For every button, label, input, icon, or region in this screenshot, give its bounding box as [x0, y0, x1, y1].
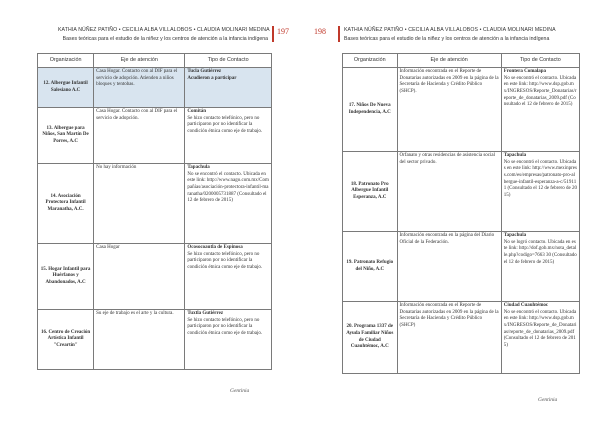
eje-atencion: Información encontrada en la página del Diario Oficial de la Federación.: [397, 232, 501, 302]
left-page-header: [58, 27, 268, 42]
organizations-table-left: [37, 53, 272, 370]
page-number: 198: [314, 27, 326, 36]
contact-note: Se hizo contacto telefónico, pero no participaron por no identificar la condición étnica como eje de trabajo.: [187, 115, 263, 134]
tipo-contacto: [501, 68, 579, 152]
table-row: [38, 164, 272, 244]
page-number: 197: [277, 27, 289, 36]
contact-note: No se encontró el contacto. Ubicada en este link: http://www.nago.com.mx/Compañías/asociación-protectora-infantil-maranatha/0200005731887 (Consultado el 12 de febrero de 2015): [187, 171, 269, 204]
location: Ciudad Cuauhtémoc: [503, 303, 549, 308]
location: Tucla Gutiérrez: [187, 69, 222, 74]
org-name: 19. Patronato Refugio del Niño, A.C: [343, 232, 398, 302]
eje-atencion: No hay información: [94, 164, 185, 244]
org-name: 18. Patronato Pro Albergue Infantil Esperanza, A.C: [343, 152, 398, 232]
right-page: [300, 0, 600, 440]
header-authors: KATHIA NÚÑEZ PATIÑO • CECILIA ALBA VILLALOBOS • CLAUDIA MOLINARI MEDINA: [344, 27, 556, 33]
header-accent-bar: [338, 26, 340, 42]
table-row: [38, 108, 272, 164]
table-row: [38, 244, 272, 310]
column-header: Eje de atención: [397, 54, 501, 68]
location: Comitán: [187, 109, 207, 114]
org-name: 13. Albergue para Niños, San Martín De Porres, A.C: [38, 108, 94, 164]
eje-atencion: Orfanato y otras residencias de asistencia social del sector privado.: [397, 152, 501, 232]
location: Tuxtla Gutiérrez: [187, 311, 224, 316]
tipo-contacto: [185, 68, 272, 108]
column-header: Tipo de Contacto: [501, 54, 579, 68]
column-header: Organización: [343, 54, 398, 68]
table-header-row: [343, 54, 580, 68]
eje-atencion: Casa Hogar: [94, 244, 185, 310]
location: Ocosocoautla de Espinosa: [187, 245, 243, 250]
eje-atencion: Casa Hogar. Contacto con al DIF para el servicio de adopción.: [94, 108, 185, 164]
tipo-contacto: [501, 232, 579, 302]
tipo-contacto: [185, 108, 272, 164]
contact-note: No se encontró el contacto. Ubicada en este link: http://www.dsp.gob.mx/INGRESOS/Reporte_Donatarias/reporte_de_donatarias_2009.pdf (Consultado el 12 de febrero de 2015): [503, 75, 577, 108]
eje-atencion: Información encontrada en el Reporte de Donatarias autorizadas en 2009 en la página de la Secretaría de Hacienda y Crédito Público (SHCP): [397, 302, 501, 374]
org-name: 20. Programa 1337 de Ayuda Familiar Niños de Ciudad Cuauhtémoc, A.C: [343, 302, 398, 374]
tipo-contacto: [185, 244, 272, 310]
org-name: 17. Niños De Nueva Independencia, A.C: [343, 68, 398, 152]
org-name: 15. Hogar Infantil para Huérfanos y Abandonados, A.C: [38, 244, 94, 310]
contact-note: Acudieron a participar: [187, 75, 237, 81]
location: Tapachula: [187, 165, 210, 170]
tipo-contacto: [185, 310, 272, 370]
tipo-contacto: [501, 152, 579, 232]
header-authors: KATHIA NÚÑEZ PATIÑO • CECILIA ALBA VILLALOBOS • CLAUDIA MOLINARI MEDINA: [58, 27, 270, 33]
table-row: [343, 68, 580, 152]
eje-atencion: Casa Hogar. Contacto con al DIF para el servicio de adopción. Atienden a niños bloques y tentobas.: [94, 68, 185, 108]
table-row: [343, 152, 580, 232]
contact-note: No se encontró el contacto. Ubicadas en este link: http://www.mexinpress.com/es/empresas/patronato-pro-albergue-infantil-esperanza-a-c/519111 (Consultado el 12 de febrero de 2015): [503, 159, 577, 198]
contact-note: Se hizo contacto telefónico, pero no participaron por no identificar la condición étnica como eje de trabajo.: [187, 317, 263, 336]
header-subtitle: Bases teóricas para el estudio de la niñez y los centros de atención a la infancia indígena: [62, 36, 268, 42]
org-name: 14. Asociación Protectora Infantil Maranatha, A.C.: [38, 164, 94, 244]
contact-note: No se encontró el contacto. Ubicada en este link: http://www.dsp.gob.mx/INGRESOS/Reporte_de_Donatarias/reporte_de_donatarias_2009.pdf (Consultado el 12 de febrero de 2015): [503, 309, 577, 348]
right-page-header: [344, 27, 554, 42]
tipo-contacto: [501, 302, 579, 374]
table-row: [343, 302, 580, 374]
column-header: Eje de atención: [94, 54, 185, 68]
org-name: 12. Albergue Infantil Salesiano A.C: [38, 68, 94, 108]
header-accent-bar: [272, 26, 274, 42]
location: Tapachula: [503, 233, 527, 238]
table-row: [38, 68, 272, 108]
page-footer: Gentinia: [230, 388, 250, 394]
tipo-contacto: [185, 164, 272, 244]
page-footer: Gentinia: [538, 397, 558, 403]
table-row: [343, 232, 580, 302]
table-row: [38, 310, 272, 370]
organizations-table-right: [342, 53, 580, 374]
column-header: Organización: [38, 54, 94, 68]
location: Tapachula: [503, 153, 527, 158]
table-header-row: [38, 54, 272, 68]
eje-atencion: Información encontrada en el Reporte de Donatarias autorizadas en 2009 en la página de la Secretaría de Hacienda y Crédito Público (SHCP).: [397, 68, 501, 152]
header-subtitle: Bases teóricas para el estudio de la niñez y los centros de atención a la infancia indígena: [344, 36, 550, 42]
org-name: 16. Centro de Creación Artística Infantil "Creartín": [38, 310, 94, 370]
location: Frontera Comalapa: [503, 69, 547, 74]
column-header: Tipo de Contacto: [185, 54, 272, 68]
contact-note: Se hizo contacto telefónico, pero no participaron por no identificar la condición étnica como eje de trabajo.: [187, 251, 263, 270]
eje-atencion: Su eje de trabajo es el arte y la cultura.: [94, 310, 185, 370]
contact-note: No se logró contacto. Ubicada en este link: http://dof.gob.mx/nota_detalle.php?codigo=7663 30 (Consultado el 12 de febrero de 2015): [503, 239, 577, 265]
